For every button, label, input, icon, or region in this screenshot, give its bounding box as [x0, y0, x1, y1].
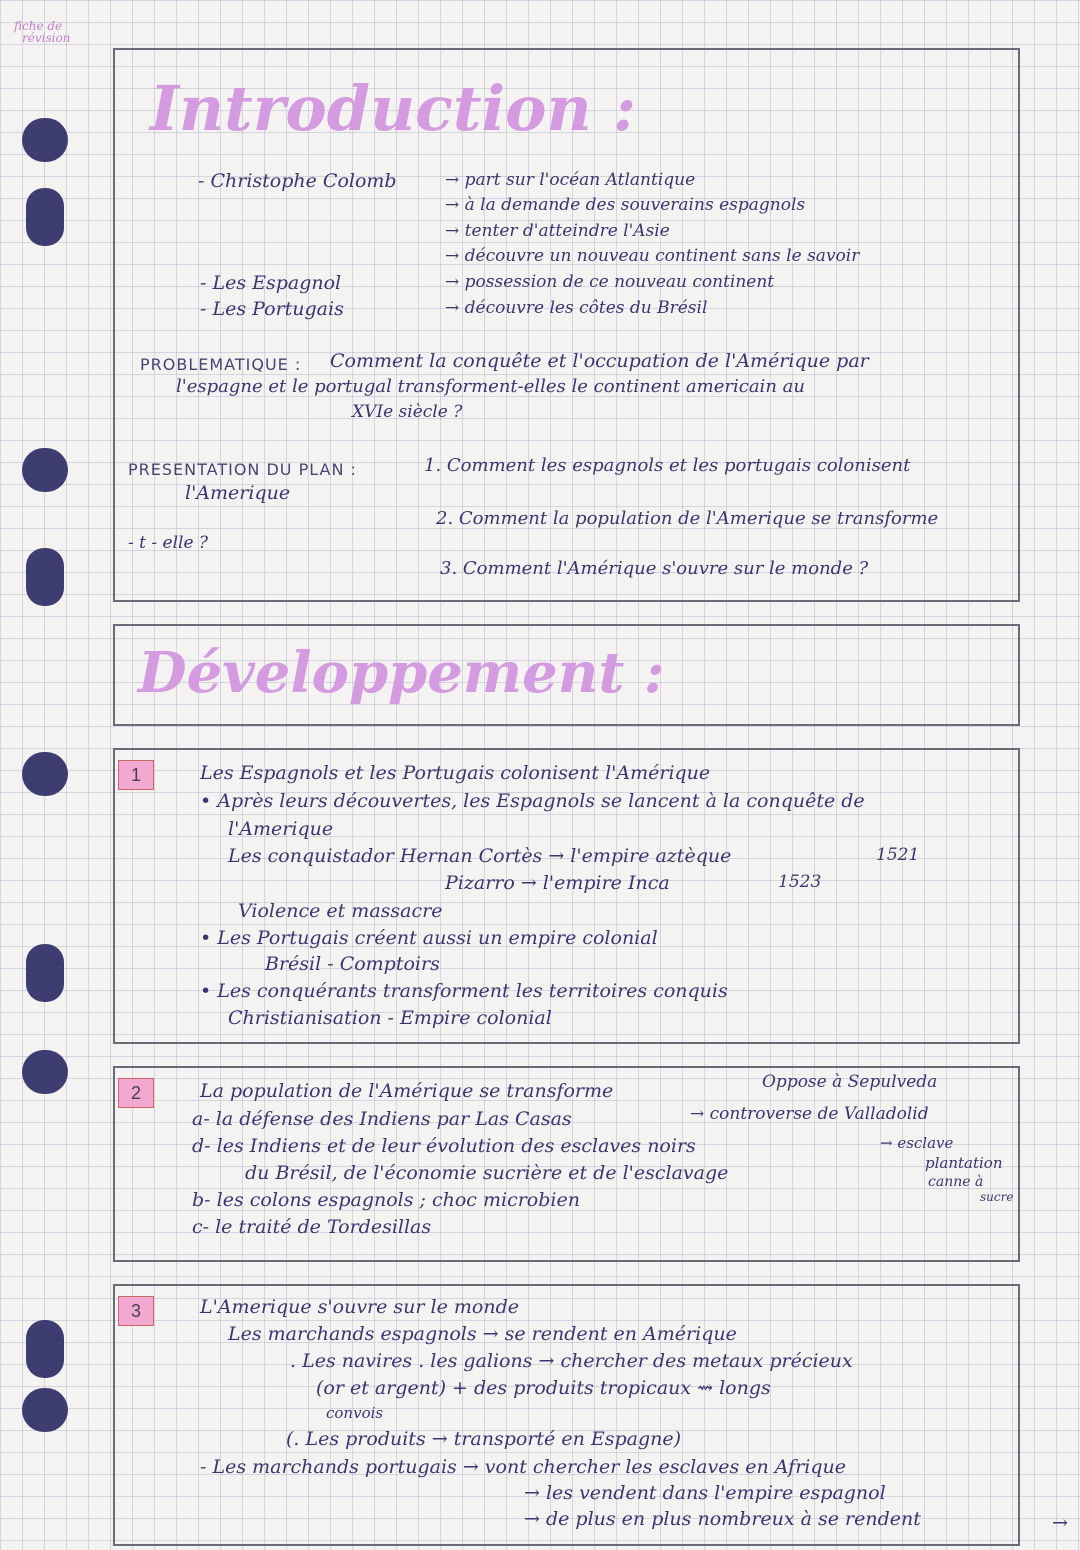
colomb-label: - Christophe Colomb [198, 170, 397, 192]
s2-line: a- la défense des Indiens par Las Casas [192, 1108, 572, 1130]
s2-line: du Brésil, de l'économie sucrière et de l'esclavage [245, 1162, 729, 1184]
portugais-label: - Les Portugais [200, 298, 344, 320]
s2-line: b- les colons espagnols ; choc microbien [192, 1189, 580, 1211]
binder-hole [26, 1320, 64, 1378]
binder-hole [26, 944, 64, 1002]
intro-arrow-2: → à la demande des souverains espagnols [445, 195, 806, 215]
binder-hole [22, 752, 68, 796]
s1-line: • Les Portugais créent aussi un empire colonial [200, 927, 658, 949]
intro-arrow-6: → découvre les côtes du Brésil [445, 298, 708, 318]
s3-line: - Les marchands portugais → vont chercher les esclaves en Afrique [200, 1456, 846, 1478]
s3-line: → les vendent dans l'empire espagnol [524, 1482, 886, 1504]
s1-line: • Après leurs découvertes, les Espagnols se lancent à la conquête de [200, 790, 865, 812]
tag-line-1: fiche de [14, 19, 63, 33]
binder-hole [26, 188, 64, 246]
s1-date-1523: 1523 [778, 872, 822, 892]
s3-line: (. Les produits → transporté en Espagne) [286, 1428, 682, 1450]
s3-line: . Les navires . les galions → chercher des metaux précieux [290, 1350, 853, 1372]
intro-arrow-1: → part sur l'océan Atlantique [445, 170, 696, 190]
s3-line: → de plus en plus nombreux à se rendent [524, 1508, 921, 1530]
s1-line: Brésil - Comptoirs [265, 953, 440, 975]
plan-amerique: l'Amerique [185, 482, 291, 504]
plan-elle: - t - elle ? [128, 533, 209, 553]
intro-arrow-3: → tenter d'atteindre l'Asie [445, 221, 670, 241]
page-end-arrow-icon: → [1052, 1512, 1068, 1534]
s1-line: Violence et massacre [238, 900, 443, 922]
problematique-line-3: XVIe siècle ? [352, 402, 463, 422]
binder-hole [22, 1388, 68, 1432]
problematique-line-1: Comment la conquête et l'occupation de l'Amérique par [330, 350, 869, 372]
s2-side-sucre: sucre [980, 1190, 1014, 1204]
s1-line: Les Espagnols et les Portugais colonisent l'Amérique [200, 762, 711, 784]
plan-item-2: 2. Comment la population de l'Amerique se transforme [436, 508, 939, 529]
s1-line: Les conquistador Hernan Cortès → l'empire aztèque [228, 845, 732, 867]
plan-item-3: 3. Comment l'Amérique s'ouvre sur le monde ? [440, 558, 869, 579]
s2-side-plantation: plantation [925, 1154, 1003, 1172]
s2-side-valladolid: → controverse de Valladolid [690, 1104, 929, 1124]
tag-line-2: révision [22, 31, 71, 45]
binder-hole [22, 1050, 68, 1094]
binder-hole [26, 548, 64, 606]
s2-line: c- le traité de Tordesillas [192, 1216, 432, 1238]
section-3-number: 3 [118, 1296, 154, 1326]
s3-line: Les marchands espagnols → se rendent en Amérique [228, 1323, 737, 1345]
espagnol-label: - Les Espagnol [200, 272, 342, 294]
s1-line: l'Amerique [228, 818, 334, 840]
intro-arrow-4: → découvre un nouveau continent sans le savoir [445, 246, 860, 266]
introduction-title: Introduction : [150, 72, 637, 145]
s2-line: La population de l'Amérique se transforme [200, 1080, 614, 1102]
s2-line: d- les Indiens et de leur évolution des esclaves noirs [192, 1135, 696, 1157]
s2-side-sepulveda: Oppose à Sepulveda [762, 1072, 938, 1092]
problematique-label: PROBLEMATIQUE : [140, 355, 302, 374]
s2-side-canne: canne à [928, 1174, 984, 1190]
binder-hole [22, 118, 68, 162]
s1-line: Pizarro → l'empire Inca [445, 872, 670, 894]
developpement-title: Développement : [138, 640, 665, 706]
s1-date-1521: 1521 [876, 845, 920, 865]
plan-label: PRESENTATION DU PLAN : [128, 460, 357, 479]
plan-item-1: 1. Comment les espagnols et les portugais colonisent [424, 455, 911, 476]
section-2-number: 2 [118, 1078, 154, 1108]
intro-arrow-5: → possession de ce nouveau continent [445, 272, 775, 292]
s1-line: • Les conquérants transforment les territoires conquis [200, 980, 728, 1002]
revision-tag [14, 20, 70, 44]
problematique-line-2: l'espagne et le portugal transforment-elles le continent americain au [176, 376, 805, 397]
s3-line: convois [326, 1404, 384, 1422]
binder-hole [22, 448, 68, 492]
section-1-number: 1 [118, 760, 154, 790]
s1-line: Christianisation - Empire colonial [228, 1007, 552, 1029]
s3-line: L'Amerique s'ouvre sur le monde [200, 1296, 519, 1318]
s2-side-esclave: → esclave [880, 1134, 954, 1152]
s3-line: (or et argent) + des produits tropicaux ⇝ longs [316, 1377, 771, 1399]
